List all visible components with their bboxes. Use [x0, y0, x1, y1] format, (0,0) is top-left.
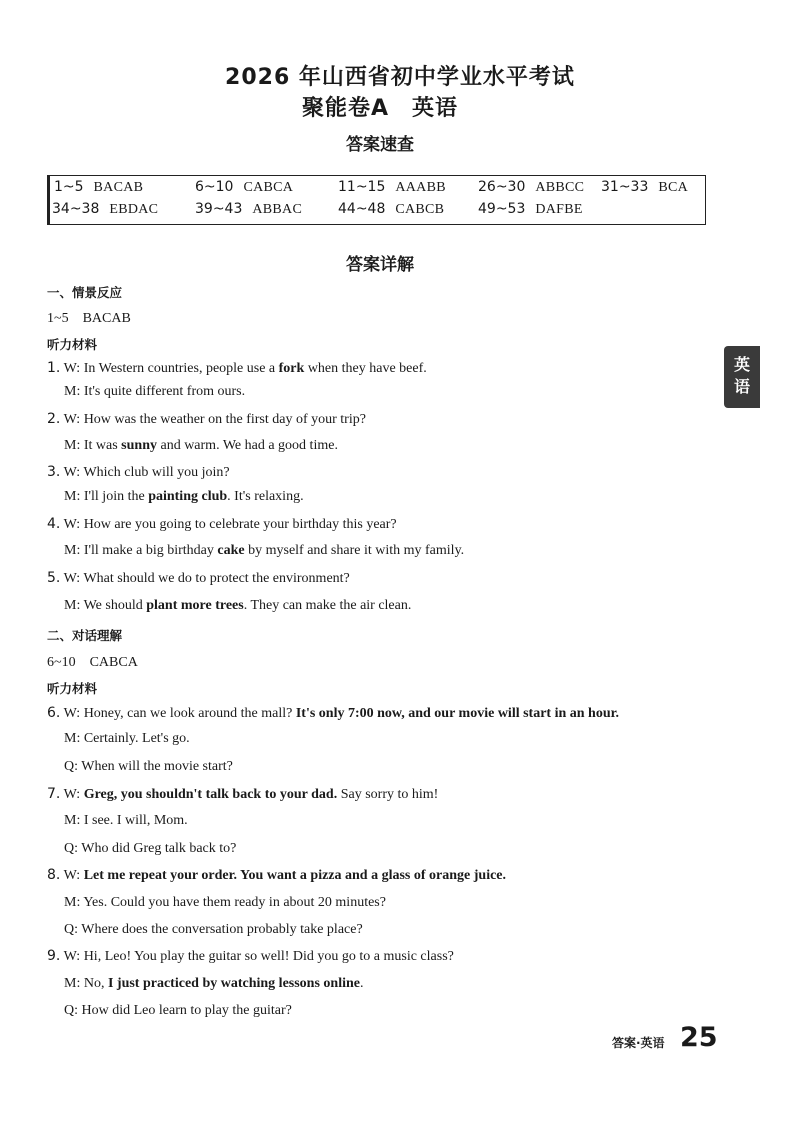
page-title: 2026 年山西省初中学业水平考试 — [225, 65, 575, 90]
dialogue-line: 3. W: Which club will you join? — [47, 464, 230, 480]
dialogue-line: M: I see. I will, Mom. — [64, 813, 188, 828]
dialogue-line: 6. W: Honey, can we look around the mall? It's only 7:00 now, and our movie will start in an hour. — [47, 705, 620, 721]
dialogue-line: M: Yes. Could you have them ready in about 20 minutes? — [64, 895, 386, 910]
section-answers: 1~5 BACAB — [47, 311, 131, 326]
section-answers: 6~10 CABCA — [47, 655, 138, 670]
dialogue-line: 2. W: How was the weather on the first day of your trip? — [47, 411, 366, 427]
dialogue-line: 4. W: How are you going to celebrate your birthday this year? — [47, 516, 397, 532]
dialogue-line: 8. W: Let me repeat your order. You want a pizza and a glass of orange juice. — [47, 867, 507, 883]
dialogue-line: Q: Where does the conversation probably take place? — [64, 922, 363, 937]
answer-cell: 39~43 ABBAC — [195, 201, 303, 217]
footer-label: 答案·英语 — [612, 1036, 665, 1050]
answer-row — [50, 201, 705, 223]
answer-cell: 44~48 CABCB — [338, 201, 445, 217]
dialogue-line: M: It's quite different from ours. — [64, 384, 246, 399]
page-number: 25 — [680, 1022, 718, 1053]
dialogue-line: 9. W: Hi, Leo! You play the guitar so well! Did you go to a music class? — [47, 948, 454, 964]
quick-answers-heading: 答案速查 — [346, 135, 414, 155]
subject-side-tab: 英 语 — [724, 346, 760, 408]
section-heading: 二、对话理解 — [47, 628, 123, 643]
dialogue-line: M: Certainly. Let's go. — [64, 731, 190, 746]
answer-cell: 34~38 EBDAC — [52, 201, 159, 217]
page-subtitle: 聚能卷A 英语 — [301, 96, 459, 121]
dialogue-line: Q: When will the movie start? — [64, 759, 233, 774]
dialogue-line: M: I'll make a big birthday cake by myself and share it with my family. — [64, 543, 465, 558]
answer-cell: 6~10 CABCA — [195, 179, 294, 195]
answer-cell: 49~53 DAFBE — [478, 201, 583, 217]
answer-key-box — [47, 175, 706, 225]
dialogue-line: 1. W: In Western countries, people use a fork when they have beef. — [47, 360, 427, 376]
material-label: 听力材料 — [47, 337, 98, 352]
dialogue-line: Q: Who did Greg talk back to? — [64, 841, 237, 856]
dialogue-line: M: No, I just practiced by watching lessons online. — [64, 976, 364, 991]
answer-row — [50, 179, 705, 201]
material-label: 听力材料 — [47, 681, 98, 696]
dialogue-line: 5. W: What should we do to protect the environment? — [47, 570, 350, 586]
details-heading: 答案详解 — [346, 255, 414, 275]
answer-cell: 26~30 ABBCC — [478, 179, 585, 195]
answer-cell: 31~33 BCA — [601, 179, 689, 195]
answer-cell: 11~15 AAABB — [338, 179, 446, 195]
dialogue-line: 7. W: Greg, you shouldn't talk back to your dad. Say sorry to him! — [47, 786, 439, 802]
dialogue-line: M: We should plant more trees. They can make the air clean. — [64, 598, 412, 613]
section-heading: 一、情景反应 — [47, 285, 123, 300]
dialogue-line: Q: How did Leo learn to play the guitar? — [64, 1003, 292, 1018]
dialogue-line: M: It was sunny and warm. We had a good time. — [64, 438, 338, 453]
answer-cell: 1~5 BACAB — [54, 179, 144, 195]
dialogue-line: M: I'll join the painting club. It's relaxing. — [64, 489, 304, 504]
